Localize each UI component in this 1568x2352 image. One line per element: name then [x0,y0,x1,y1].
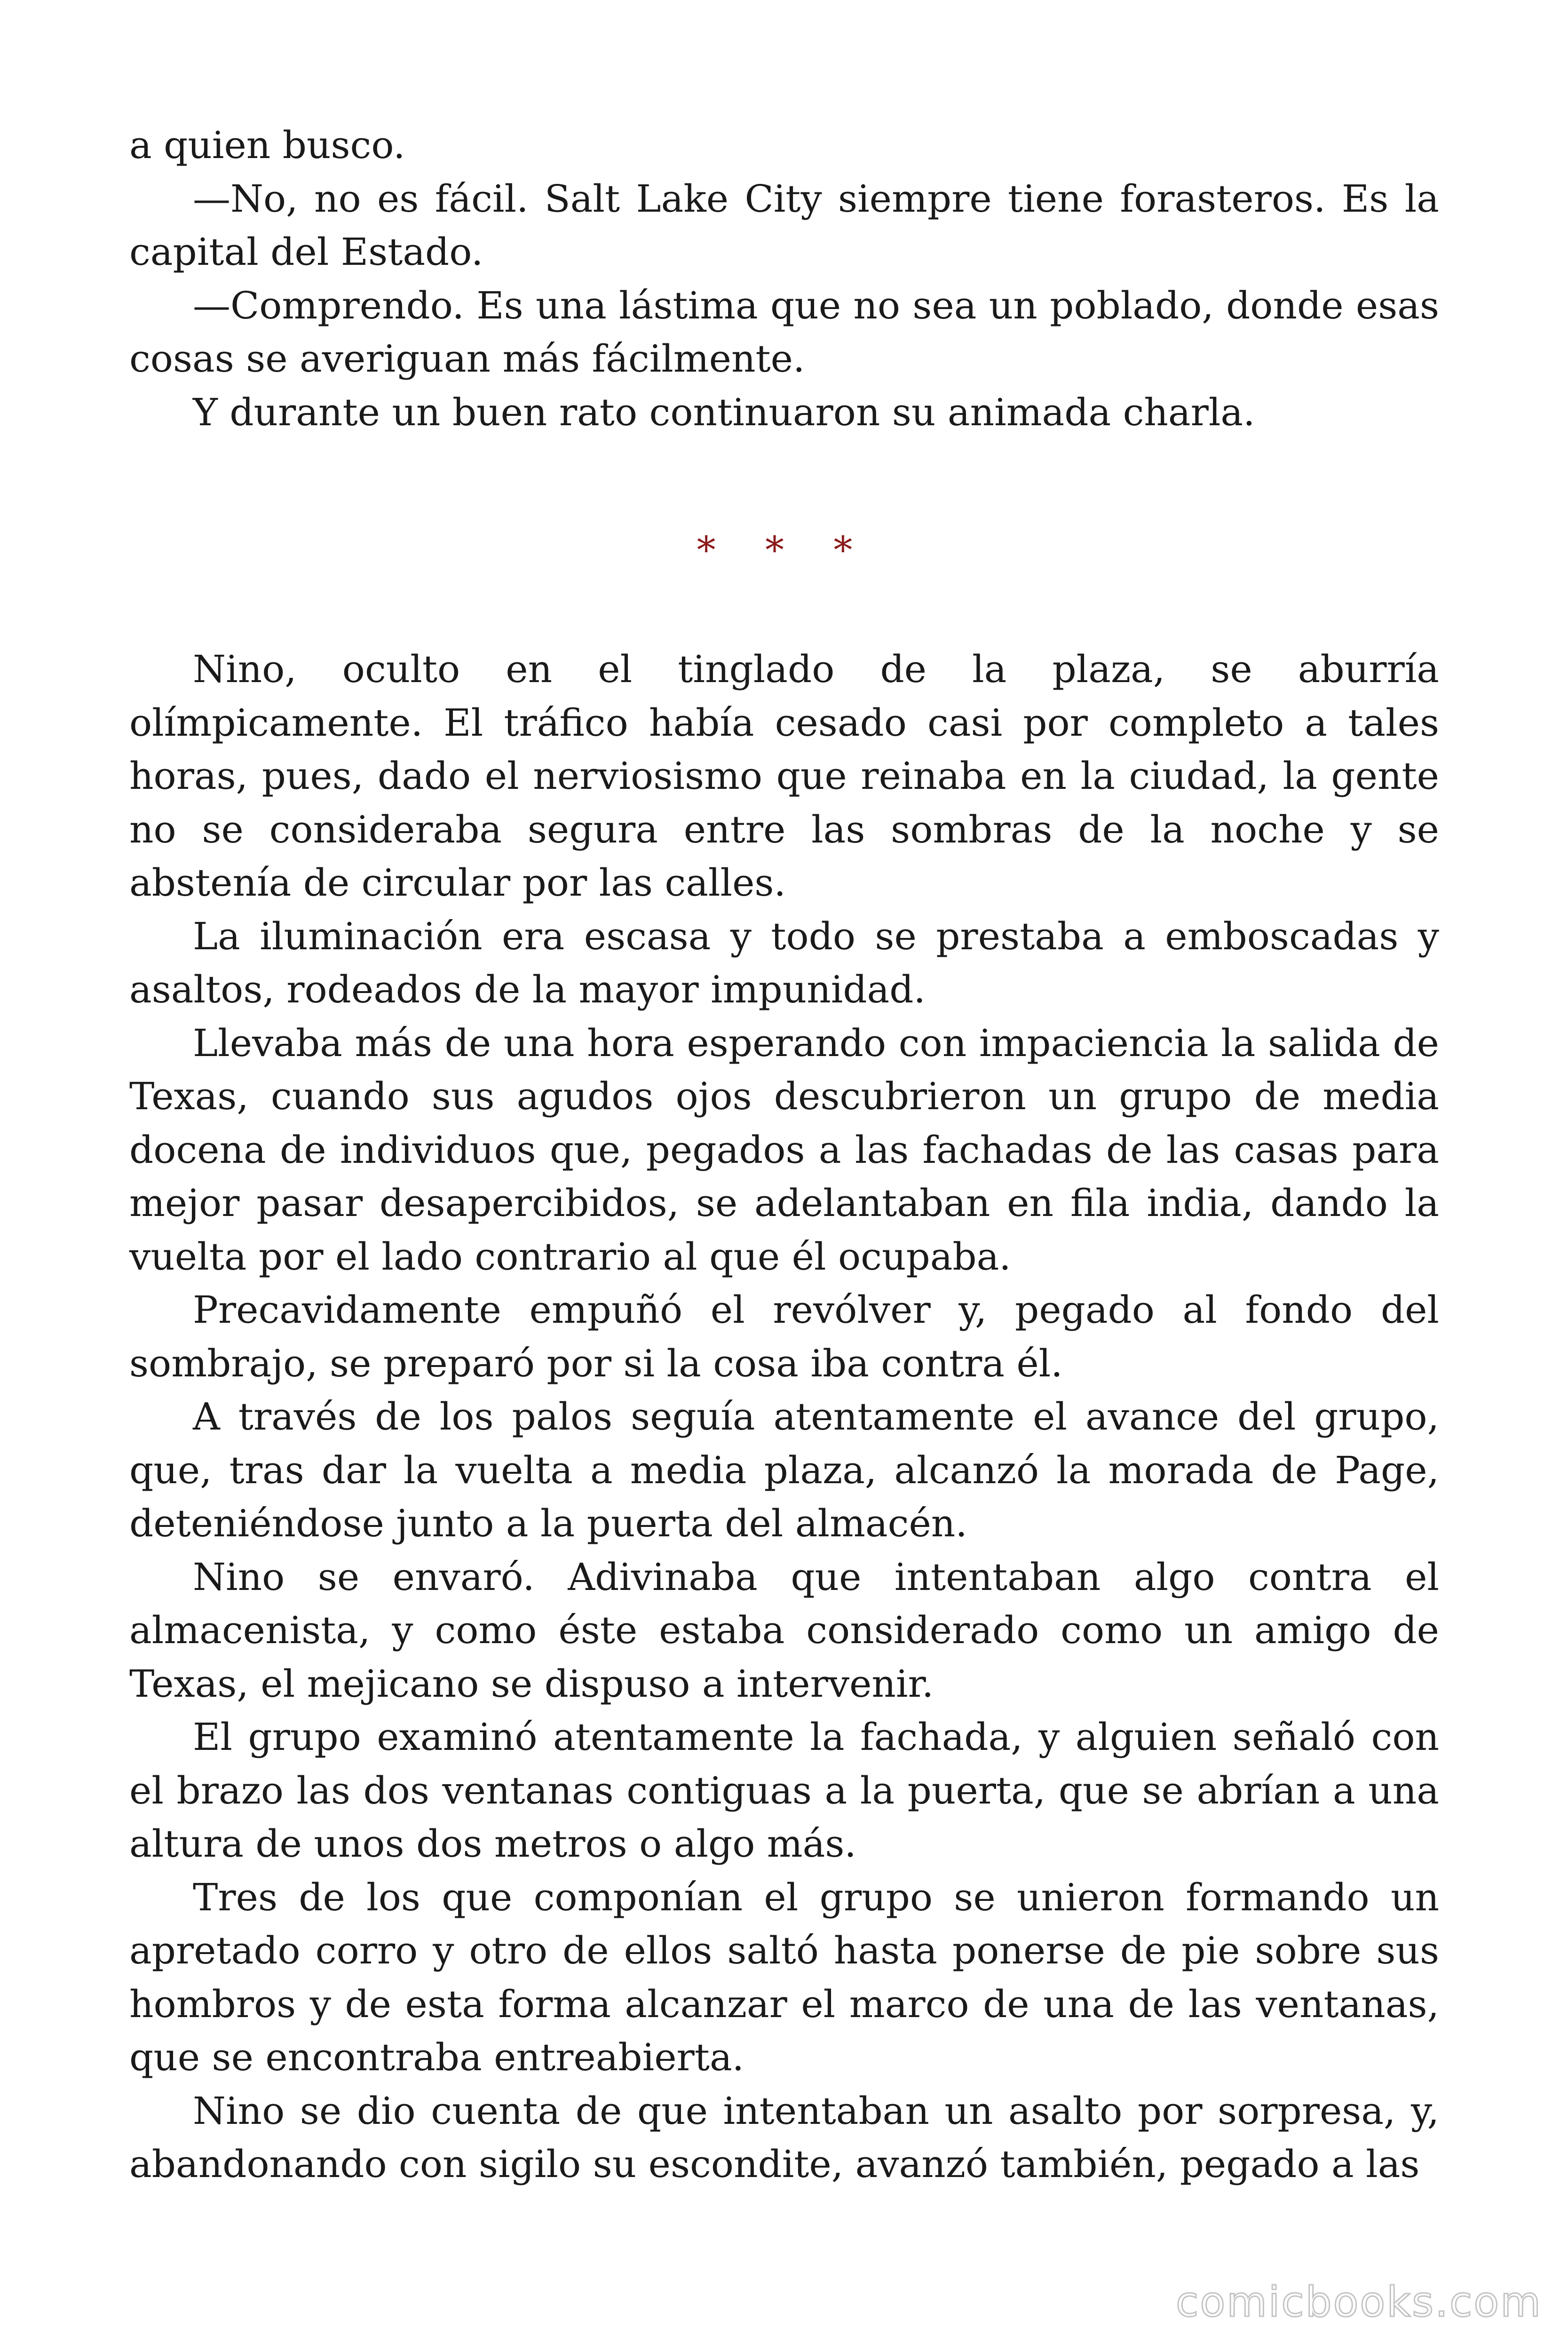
paragraph: —No, no es fácil. Salt Lake City siempre tiene forasteros. Es la capital del Estado. [129,176,1439,274]
paragraph: Nino se envaró. Adivinaba que intentaban algo contra el almacenista, y como éste estaba considerado como un amigo de Texas, el mejicano se dispuso a intervenir. [129,1555,1439,1706]
paragraph: A través de los palos seguía atentamente el avance del grupo, que, tras dar la vuelta a media plaza, alcanzó la morada de Page, deteniéndose junto a la puerta del almacén. [129,1395,1439,1545]
paragraph: La iluminación era escasa y todo se prestaba a emboscadas y asaltos, rodeados de la mayor impunidad. [129,914,1439,1011]
paragraph-last: Nino se dio cuenta de que intentaban un asalto por sorpresa, y, abandonando con sigilo su escondite, avanzó también, pegado a las [129,2089,1439,2186]
paragraph: —Comprendo. Es una lástima que no sea un poblado, donde esas cosas se averiguan más fácilmente. [129,283,1439,381]
paragraph: Nino, oculto en el tinglado de la plaza, se aburría olímpicamente. El tráfico había cesado casi por completo a tales horas, pues, dado el nerviosismo que reinaba en la ciudad, la gente no se consideraba segura entre las sombras de la noche y se abstenía de circular por las calles. [129,647,1439,905]
paragraph-continuation: a quien busco. [129,123,405,167]
top-text-block [129,119,1439,439]
watermark: comicbooks.com [1175,2278,1542,2326]
paragraph: El grupo examinó atentamente la fachada, y alguien señaló con el brazo las dos ventanas contiguas a la puerta, que se abrían a una altura de unos dos metros o algo más. [129,1715,1439,1866]
main-text-block [129,643,1439,2191]
section-separator: * * * [697,528,871,572]
paragraph: Llevaba más de una hora esperando con impaciencia la salida de Texas, cuando sus agudos ojos descubrieron un grupo de media docena de individuos que, pegados a las fachadas de las casas para mejor pasar desapercibidos, se adelantaban en fila india, dando la vuelta por el lado contrario al que él ocupaba. [129,1021,1439,1279]
paragraph: Y durante un buen rato continuaron su animada charla. [193,390,1255,434]
paragraph: Precavidamente empuñó el revólver y, pegado al fondo del sombrajo, se preparó por si la cosa iba contra él. [129,1288,1439,1385]
paragraph: Tres de los que componían el grupo se unieron formando un apretado corro y otro de ellos saltó hasta ponerse de pie sobre sus hombros y de esta forma alcanzar el marco de una de las ventanas, que se encontraba entreabierta. [129,1875,1439,2079]
